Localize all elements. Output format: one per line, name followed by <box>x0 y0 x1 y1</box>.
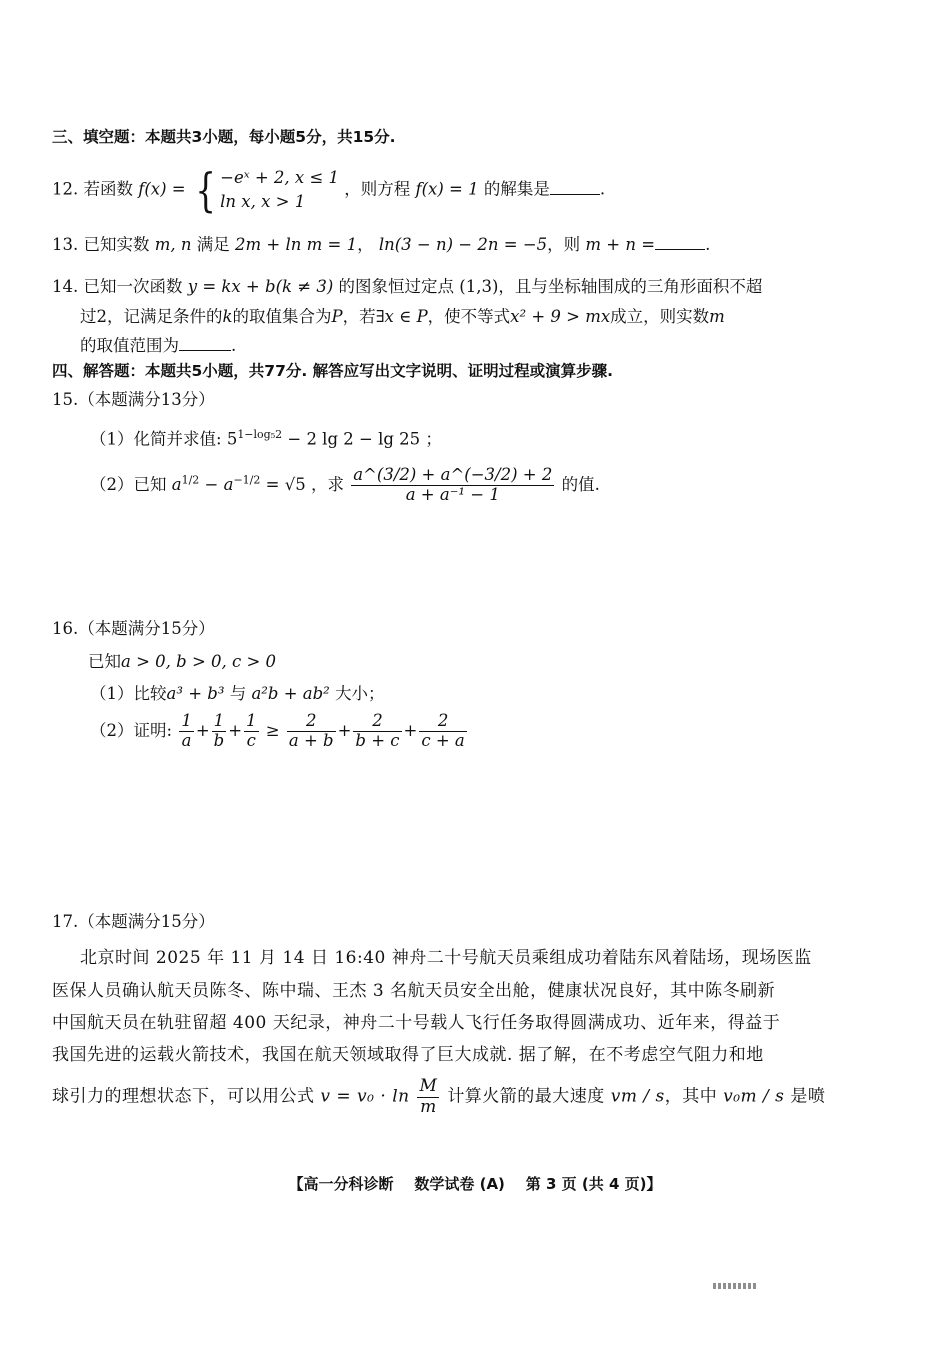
q15-p1-base: 5 <box>226 429 238 449</box>
q15-p1-label: （1）化简并求值: <box>90 429 222 449</box>
section-3-heading: 三、填空题：本题共3小题，每小题5分，共15分. <box>52 128 396 146</box>
q14-l2f: 成立，则实数 <box>610 307 710 326</box>
q14-l2ex: ∃x ∈ P <box>375 307 428 326</box>
q16-rhs-frac-bc: $\frac{2}{b + c}$ <box>355 711 400 750</box>
q13-expr: m + n = <box>585 235 656 254</box>
scan-artifact <box>713 1283 757 1289</box>
q16-rhs-frac-ca: $\frac{2}{c + a}$ <box>421 711 465 750</box>
q12-middle: ，则方程 <box>344 179 411 199</box>
q16-given <box>88 652 276 672</box>
q14-l2c: 的取值集合为 <box>232 307 332 326</box>
q13-answer-blank <box>655 235 705 250</box>
q15-p2-label: （2）已知 <box>90 474 167 494</box>
q13-eq2: ln(3 − n) − 2n = −5 <box>378 235 548 254</box>
q15-part2 <box>90 466 600 505</box>
q16-lhs-frac-a: $\frac{1}{a}$ <box>181 711 192 750</box>
q14-l1a: 14. 已知一次函数 <box>52 277 183 296</box>
q16-part2: （2）证明: $\frac{1}{a}$ + $\frac{1}{b}$ + $\frac{1}{c}$ ≥ $\frac{2}{a + b}$ + $\frac{2}{b + c}$ + $\frac{2}{c + a}$ <box>90 711 465 750</box>
q15-p1-exp: 1−log₅2 <box>237 428 283 441</box>
q16-lhs-frac-c: $\frac{1}{c}$ <box>246 711 257 750</box>
q17-para-line5 <box>52 1077 825 1117</box>
q16-part1 <box>90 684 385 704</box>
question-14-line3 <box>80 336 236 356</box>
q16-p1-b: a²b + ab² <box>251 684 330 703</box>
q15-p2-numerator: a^(3/2) + a^(−3/2) + 2 <box>353 465 553 484</box>
q15-p2-exp1: 1/2 <box>181 473 200 487</box>
q14-l1c: ，且与坐标轴围成的三角形面积不超 <box>498 277 763 296</box>
q15-p2-denominator: a + a⁻¹ − 1 <box>405 484 500 504</box>
question-13 <box>52 235 710 255</box>
q17-l5b: 计算火箭的最大速度 <box>447 1086 605 1107</box>
question-14-line1 <box>52 277 762 297</box>
q14-l2e: ，使不等式 <box>427 307 511 326</box>
q12-case2: ln x, x > 1 <box>220 192 306 211</box>
q16-p1-mid: 与 <box>229 684 247 703</box>
q15-p2-mid: ，求 <box>310 474 344 494</box>
q14-l2d: ，若 <box>342 307 376 326</box>
q15-p1-rest: − 2 lg 2 − lg 25 ； <box>282 429 442 449</box>
q14-l2a: 过 <box>80 307 97 326</box>
q14-l2k: k <box>222 307 233 326</box>
q17-para-line4: 我国先进的运载火箭技术，我国在航天领域取得了巨大成就. 据了解，在不考虑空气阻力和地 <box>52 1045 764 1065</box>
q17-v0: v₀m / s <box>723 1086 785 1107</box>
piecewise-cases <box>220 166 339 214</box>
q15-p2-end: 的值. <box>561 474 600 494</box>
q13-sep: ， <box>357 235 374 254</box>
page-footer: 【高一分科诊断 数学试卷 (A) 第 3 页 (共 4 页)】 <box>288 1175 662 1193</box>
q12-suffix: 的解集是 <box>483 179 550 199</box>
q15-p2-a2: a <box>223 474 234 494</box>
q14-l1eq: y = kx + b(k ≠ 3) <box>187 277 334 296</box>
q14-answer-blank <box>179 336 231 351</box>
q12-prefix: 12. 若函数 <box>52 179 133 199</box>
q15-part1 <box>90 428 442 449</box>
section-4-heading: 四、解答题：本题共5小题，共77分. 解答应写出文字说明、证明过程或演算步骤. <box>52 362 614 380</box>
q14-l3a: 的取值范围为 <box>80 336 179 355</box>
q12-end: . <box>599 179 606 199</box>
question-12 <box>52 163 606 217</box>
q15-p2-rhs: = √5 <box>260 474 306 494</box>
q14-l3end: . <box>231 336 237 355</box>
q16-p2-label: （2）证明: <box>90 720 173 740</box>
q13-prefix: 13. 已知实数 <box>52 235 150 254</box>
q15-p2-a1: a <box>171 474 182 494</box>
q14-l2num: 2 <box>96 307 107 326</box>
q16-lhs-frac-b: $\frac{1}{b}$ <box>213 711 225 750</box>
q16-given-expr: a > 0, b > 0, c > 0 <box>121 652 277 671</box>
q14-l2P: P <box>331 307 343 326</box>
q13-mid2: ，则 <box>547 235 581 254</box>
q16-rhs-frac-ab: $\frac{2}{a + b}$ <box>288 711 334 750</box>
q12-case1: −eˣ + 2, x ≤ 1 <box>220 168 340 187</box>
q14-l2b: ，记满足条件的 <box>107 307 223 326</box>
q17-l5d: 是喷 <box>790 1086 826 1107</box>
q15-p2-minus: − <box>199 474 224 494</box>
q14-l2ineq: x² + 9 > mx <box>510 307 611 326</box>
q16-p1-label: （1）比较 <box>90 684 167 703</box>
q12-eq: f(x) = 1 <box>415 179 479 199</box>
q15-title: 15.（本题满分13分） <box>52 390 215 409</box>
q16-p1-a: a³ + b³ <box>166 684 225 703</box>
q17-title: 17.（本题满分15分） <box>52 912 215 931</box>
q17-l5c: ，其中 <box>664 1086 718 1107</box>
q14-l1pt: (1,3) <box>459 277 499 296</box>
q17-unit: vm / s <box>610 1086 665 1107</box>
q12-func: f(x) = <box>138 179 186 199</box>
q17-mass-ratio: $\frac{M}{m}$ <box>419 1076 438 1117</box>
q14-l2m: m <box>709 307 725 326</box>
q15-p2-fraction <box>351 466 554 505</box>
q12-answer-blank <box>550 180 600 195</box>
q14-l1b: 的图象恒过定点 <box>338 277 455 296</box>
q13-end: . <box>705 235 711 254</box>
q16-given-label: 已知 <box>88 652 121 671</box>
q16-p1-end: 大小； <box>335 684 385 703</box>
q17-para-line2: 医保人员确认航天员陈冬、陈中瑞、王杰 3 名航天员安全出舱，健康状况良好，其中陈冬刷新 <box>52 981 776 1001</box>
q17-para-line1: 北京时间 2025 年 11 月 14 日 16:40 神舟二十号航天员乘组成功着陆东风着陆场，现场医监 <box>80 948 812 968</box>
question-14-line2 <box>80 307 725 327</box>
q13-vars: m, n <box>154 235 192 254</box>
piecewise-brace: { <box>195 163 216 217</box>
q13-eq1: 2m + ln m = 1 <box>235 235 358 254</box>
q17-para-line3: 中国航天员在轨驻留超 400 天纪录，神舟二十号载人飞行任务取得圆满成功、近年来，得益于 <box>52 1013 781 1033</box>
q17-formula: v = v₀ · ln <box>320 1086 410 1107</box>
q16-title: 16.（本题满分15分） <box>52 619 215 638</box>
q15-p2-exp2: −1/2 <box>233 473 261 487</box>
q17-l5a: 球引力的理想状态下，可以用公式 <box>52 1086 315 1107</box>
q13-mid1: 满足 <box>196 235 230 254</box>
